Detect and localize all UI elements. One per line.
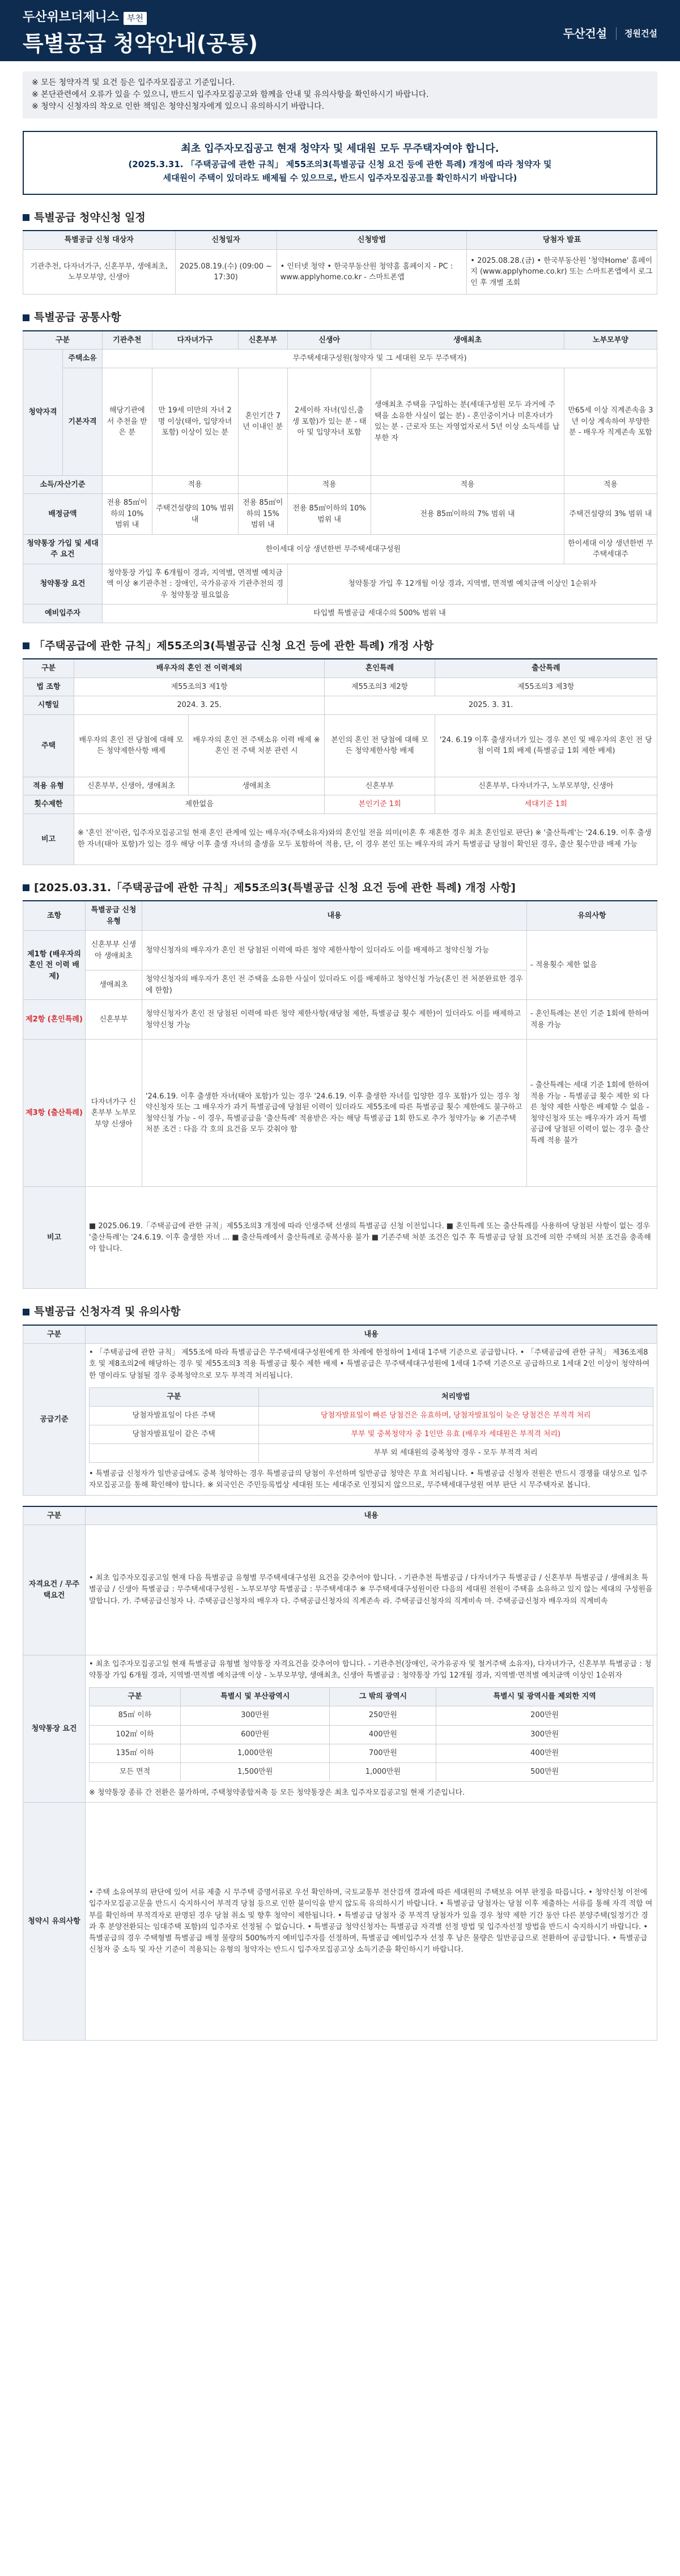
cell: 700만원 [330,1744,436,1762]
cell: - 출산특례는 세대 기준 1회에 한하여 적용 가능 - 특별공급 횟수 제한 외 다른 청약 제한 사항은 배제할 수 없음 - 청약신청자 또는 배우자가 과거 특별공급에 당첨된 이력이 없는 경우 출산특례 적용 불가 [527,1040,657,1187]
duplicate-table [89,1387,653,1463]
notice-line: ※ 본단관련에서 오류가 있을 수 있으니, 반드시 입주자모집공고와 함께을 안내 및 유의사항을 확인하시기 바랍니다. [32,90,429,99]
amend-section [23,638,657,865]
col-header: 유의사항 [527,901,657,931]
cell: 85㎡ 이하 [90,1706,181,1725]
section-bullet-icon [23,642,29,649]
col-header: 특별시 및 부산광역시 [180,1688,330,1706]
cell: 200만원 [436,1706,653,1725]
cell: 청약통장 가입 후 6개월이 경과, 지역별, 면적별 예치금액 이상 ※기관추천 : 장애인, 국가유공자 기관추천의 경우 청약통장 필요없음 [103,564,288,604]
schedule-table [23,230,657,295]
row-header: 청약시 유의사항 [23,1803,86,2041]
cell: • 2025.08.28.(금) • 한국부동산원 '청약Home' 홈페이지 (www.applyhome.co.kr) 또는 스마트폰앱에서 로그인 후 개별 조회 [467,249,657,295]
col-header: 조항 [23,901,86,931]
section-bullet-icon [23,314,29,321]
cell: 500만원 [436,1762,653,1781]
common-section [23,309,657,623]
row-header: 비고 [23,1187,86,1289]
cell: 만65세 이상 직계존속을 3년 이상 계속하여 부양한 분 - 배우자 직계존속 포함 [564,368,657,475]
cell: 만 19세 미만의 자녀 2명 이상(태아, 입양자녀 포함) 이상이 있는 분 [152,368,238,475]
row-header: 제3항 (출산특례) [23,1040,86,1187]
cell: 300만원 [180,1706,330,1725]
cell: 전용 85㎡이하의 7% 범위 내 [371,494,564,535]
notice-line: ※ 청약시 신청자의 착오로 인한 책임은 청약신청자에게 있으니 유의하시기 바랍니다. [32,102,325,111]
cell: 2025.08.19.(수) (09:00 ~ 17:30) [175,249,277,295]
row-header: 적용 유형 [23,777,74,795]
row-header: 공급기준 [23,1344,86,1495]
cell: 신혼부부 [325,777,435,795]
row-header: 시행일 [23,696,74,715]
col-header: 신혼부부 [238,331,288,350]
cell: 전용 85㎡이하의 15% 범위 내 [238,494,288,535]
row-header: 횟수제한 [23,795,74,814]
col-header: 기관추천 [103,331,152,350]
cell: 102㎡ 이하 [90,1725,181,1744]
cell: • 인터넷 청약 • 한국부동산원 청약홈 홈페이지 - PC : www.applyhome.co.kr - 스마트폰앱 [277,249,467,295]
cell: 주택건설량의 10% 범위 내 [152,494,238,535]
location-badge: 부천 [124,12,147,25]
cell: 생애최초 [86,970,142,1000]
cell: 기관추천, 다자녀가구, 신혼부부, 생애최초, 노부모부양, 신생아 [23,249,176,295]
col-header: 당첨자 발표 [467,231,657,249]
cell: 250만원 [330,1706,436,1725]
col-header: 특별공급 신청유형 [86,901,142,931]
cell: 제55조의3 제2항 [325,678,435,696]
row-header: 제1항 (배우자의 혼인 전 이력 배제) [23,931,86,1000]
cell: 신혼부부 신생아 생애최초 [86,931,142,970]
cell: 적용 [564,475,657,494]
deposit-table [89,1687,653,1782]
col-header: 구분 [23,1506,86,1525]
cell: 청약통장 가입 후 12개월 이상 경과, 지역별, 면적별 예치금액 이상인 1순위자 [288,564,657,604]
cell: 한이세대 이상 생년한번 무주택세대구성원 [103,534,564,564]
cell: '24.6.19. 이후 출생한 자녀(태아 포함)가 있는 경우 '24.6.19. 이후 출생한 자녀를 입양한 경우 포함)가 있는 경우 청약신청자 또는 그 배우자가 과거 특별공급에 당첨된 이력이 있더라도 제55조에 따른 특별공급 횟수 제한에도 불구하고 청약신청 가능 - 이 경우, 특별공급을 '출산특례' 적용받은 자는 해당 특별공급 1회 한도로 추가 청약가능 ※ 기존주택 처분 조건 : 다음 각 호의 요건을 모두 갖춰야 함 [142,1040,527,1187]
cell: 다자녀가구 신혼부부 노부모부양 신생아 [86,1040,142,1187]
amend-table [23,658,657,865]
cell: 신혼부부 [86,1000,142,1040]
page-title: 특별공급 청약안내(공통) [23,31,258,56]
general-notes: • 특별공급 신청자가 일반공급에도 중복 청약하는 경우 특별공급의 당첨이 우선하며 일반공급 청약은 무효 처리됩니다. • 특별공급 신청자 전원은 반드시 경쟁률 대상으로 입주자모집공고를 통해 확인해야 합니다. ※ 외국인은 주민등록법상 세대원 또는 세대주로 인정되지 않으므로, 무주택세대구성원 여부 판단 시 무주택자로 봅니다. [89,1470,648,1490]
cell: 배우자의 혼인 전 주택소유 이력 배제 ※ 혼인 전 주택 처분 관련 시 [188,714,324,777]
col-header: 구분 [90,1688,181,1706]
cell: 혼인기간 7년 이내인 분 [238,368,288,475]
banner-line: 세대원이 주택이 있더라도 배제될 수 있으므로, 반드시 입주자모집공고를 확인하시기 바랍니다) [163,172,517,183]
cell: 제한없음 [74,795,325,814]
caution-table [23,1325,657,1496]
col-header: 혼인특례 [325,659,435,678]
doosan-logo: 두산건설 [563,27,607,40]
col-header: 신청일자 [175,231,277,249]
amend-note: ※ '혼인 전'이란, 입주자모집공고일 현재 혼인 관계에 있는 배우자(주택소유자)와의 혼인일 전을 의미(이혼 후 재혼한 경우 최초 혼인일로 판단) ※ '출산특례'는 '24.6.19. 이후 출생한 자녀(태아 포함)가 있는 경우 해당 이후 출생 자녀의 출생을 모두 포함하여 적용, 단, 이 경우 본인 또는 배우자의 과거 특별공급 당첨이 확인된 경우, 출산 횟수만큼 배제 가능 [74,814,657,865]
row-header: 청약통장 가입 및 세대주 요건 [23,534,103,564]
row-header: 주택 [23,714,74,777]
row-header: 자격요건 / 무주택요건 [23,1525,86,1655]
col-header: 처리방법 [258,1387,653,1406]
cell: 300만원 [436,1725,653,1744]
row-header: 배정금액 [23,494,103,535]
cell: 1,500만원 [180,1762,330,1781]
cell: 신혼부부, 신생아, 생애최초 [74,777,189,795]
col-header: 구분 [23,1325,86,1344]
cell [103,475,152,494]
cell: 한이세대 이상 생년한번 무주택세대주 [564,534,657,564]
cell: 생애최초 [188,777,324,795]
amend2-table [23,900,657,1289]
cell: 배우자의 혼인 전 당첨에 대해 모든 청약제한사항 배제 [74,714,189,777]
cell: 135㎡ 이하 [90,1744,181,1762]
cell: 2세이하 자녀(임신,출생 포함)가 있는 분 - 태아 및 입양자녀 포함 [288,368,371,475]
section-bullet-icon [23,884,29,891]
row-header: 비고 [23,814,74,865]
cell: 당첨자발표일이 빠른 당첨건은 유효하며, 당첨자발표일이 늦은 당첨건은 부적격 처리 [258,1406,653,1425]
amend2-note: ■ 2025.06.19.「주택공급에 관한 규칙」제55조의3 개정에 따라 인생주택 선생의 특별공급 신청 이전입니다. ■ 혼인특례 또는 출산특례를 사용하여 당첨된 사항이 없는 경우 '출산특례'는 '24.6.19. 이후 출생한 자녀 ... ■ 출산특례에서 출산특례로 중복사용 불가 ■ 기존주택 처분 조건은 입주 후 특별공급 당첨 요건에 의한 주택의 처분 조건을 충족해야 합니다. [86,1187,657,1289]
cell: 전용 85㎡이하의 10% 범위 내 [288,494,371,535]
col-header: 노부모부양 [564,331,657,350]
cell: 당첨자발표일이 다른 주택 [90,1406,259,1425]
section-title: 특별공급 청약신청 일정 [34,211,146,224]
project-name: 두산위브더제니스 [23,10,120,24]
bank-req-text: • 최초 입주자모집공고일 현재 특별공급 유형별 청약통장 자격요건을 갖추어야 합니다. - 기관추천(장애인, 국가유공자 및 철거주택 소유자), 다자녀가구, 신혼부부 특별공급 : 청약통장 가입 6개월 경과, 지역별·면적별 예치금액 이상 - 노부모부양, 생애최초, 신생아 특별공급 : 청약통장 가입 12개월 경과, 지역별·면적별 예치금액 이상인 1순위자 [89,1660,652,1680]
col-header: 출산특례 [435,659,657,678]
col-header: 구분 [90,1387,259,1406]
cell [86,1344,657,1495]
notice-box [23,71,657,118]
notice-line: ※ 모든 청약자격 및 요건 등은 입주자모집공고 기준입니다. [32,78,235,87]
cell: 2024. 3. 25. [74,696,325,715]
caution-section [23,1304,657,2041]
schedule-section [23,210,657,295]
cell: 청약신청자의 배우자가 혼인 전 당첨된 이력에 따른 청약 제한사항이 있더라도 이를 배제하고 청약신청 가능 [142,931,527,970]
common-table [23,330,657,623]
cell: 부부 및 중복청약자 중 1인만 유효 (배우자 세대원은 부적격 처리) [258,1425,653,1444]
deposit-note: ※ 청약통장 종류 간 전환은 불가하며, 주택청약종합저축 등 모든 청약통장은 최초 입주자모집공고일 현재 기준입니다. [89,1789,465,1798]
cell: 모든 면적 [90,1762,181,1781]
jungwon-logo: 정원건설 [616,27,657,40]
cell [86,1655,657,1803]
requirements-table [23,1506,657,2041]
section-title: [2025.03.31.「주택공급에 관한 규칙」제55조의3(특별공급 신청 요건 등에 관한 특례) 개정 사항] [34,881,516,894]
cell: 적용 [152,475,238,494]
col-header: 내용 [142,901,527,931]
cell [90,1444,259,1463]
cell: 세대기준 1회 [435,795,657,814]
section-bullet-icon [23,214,29,221]
cell: • 최초 입주자모집공고일 현재 다음 특별공급 유형별 무주택세대구성원 요건을 갖추어야 합니다. - 기관추천 특별공급 / 다자녀가구 특별공급 / 신혼부부 특별공급 / 생애최초 특별공급 / 신생아 특별공급 : 무주택세대구성원 - 노부모부양 특별공급 : 무주택세대주 ※ 무주택세대구성원이란 다음의 세대원 전원이 주택을 소유하고 있지 않는 세대의 구성원을 말합니다. 가. 주택공급신청자 나. 주택공급신청자의 배우자 다. 주택공급신청자의 직계존속 라. 주택공급신청자의 직계비속 마. 주택공급신청자 배우자의 직계비속 [86,1525,657,1655]
cell: 전용 85㎡이하의 10% 범위 내 [103,494,152,535]
cell [238,475,288,494]
row-header: 청약통장 요건 [23,1655,86,1803]
section-bullet-icon [23,1309,29,1315]
cell: '24. 6.19 이후 출생자녀가 있는 경우 본인 및 배우자의 혼인 전 당첨 이력 1회 배제 (특별공급 1회 제한 배제) [435,714,657,777]
cell: 청약신청자의 배우자가 혼인 전 주택을 소유한 사실이 있더라도 이를 배제하고 청약신청 가능(혼인 전 처분완료한 경우에 한함) [142,970,527,1000]
col-header: 구분 [23,331,103,350]
row-header: 주택소유 [63,350,103,368]
cell: 600만원 [180,1725,330,1744]
col-header: 내용 [86,1506,657,1525]
cell: 적용 [288,475,371,494]
col-header: 다자녀가구 [152,331,238,350]
row-header: 제2항 (혼인특례) [23,1000,86,1040]
cell: 1,000만원 [180,1744,330,1762]
cell: • 주택 소유여부의 판단에 있어 서류 제출 시 무주택 증명서류로 우선 확인하며, 국토교통부 전산검색 결과에 따른 세대원의 주택보유 여부 판정을 따릅니다. • 청약신청 이전에 입주자모집공고문을 반드시 숙지하시어 부적격 당첨 등으로 인한 불이익을 받지 않도록 유의하시기 바랍니다. • 특별공급 당첨자는 당첨 이후 제출하는 서류를 통해 자격 적합 여부를 확인하며 부적격자로 판명된 경우 당첨 취소 및 향후 청약이 제한됩니다. • 특별공급 당첨자 중 부적격 당첨자가 있을 경우 청약 제한 기간 동안 다른 분양주택(일정기간 경과 후 분양전환되는 임대주택 포함)의 입주자로 선정될 수 없습니다. • 특별공급 청약신청자는 특별공급 자격별 선정 방법 및 입주자선정 방법을 반드시 숙지하시기 바랍니다. • 특별공급의 경우 주택형별 특별공급 배정 물량의 500%까지 예비입주자를 선정하며, 특별공급 예비입주자 선정 후 남은 물량은 일반공급으로 전환하여 공급합니다. • 특별공급 신청자 중 소득 및 자산 기준이 적용되는 유형의 청약자는 반드시 입주자모집공고상 소득기준을 확인하시기 바랍니다. [86,1803,657,2041]
cell: 1,000만원 [330,1762,436,1781]
row-header: 예비입주자 [23,604,103,623]
section-title: 「주택공급에 관한 규칙」제55조의3(특별공급 신청 요건 등에 관한 특례) 개정 사항 [34,639,434,652]
col-header: 생애최초 [371,331,564,350]
col-header: 특별공급 신청 대상자 [23,231,176,249]
hero-header [0,0,680,61]
amend2-section [23,880,657,1289]
row-header: 청약통장 요건 [23,564,103,604]
cell: 무주택세대구성원(청약자 및 그 세대원 모두 무주택자) [103,350,657,368]
cell: 부부 외 세대원의 중복청약 경우 - 모두 부적격 처리 [258,1444,653,1463]
general-text: • 「주택공급에 관한 규칙」 제55조에 따라 특별공급은 무주택세대구성원에게 한 차례에 한정하여 1세대 1주택 기준으로 공급합니다. • 「주택공급에 관한 규칙」 제36조제8호 및 제8조의2에 해당하는 경우 및 제55조의3 적용 특별공급 횟수 제한 배제 • 특별공급은 무주택세대구성원에 1세대 1주택 기준으로 공급하므로 1세대 2인 이상이 청약하여 한 명이라도 당첨될 경우 중복청약으로 모두 부적격 처리됩니다. [89,1348,650,1380]
cell: 타입별 특별공급 세대수의 500% 범위 내 [103,604,657,623]
cell: - 적용횟수 제한 없음 [527,931,657,1000]
cell: - 혼인특례는 본인 기준 1회에 한하여 적용 가능 [527,1000,657,1040]
col-header: 배우자의 혼인 전 이력제외 [74,659,325,678]
cell: 본인의 혼인 전 당첨에 대해 모든 청약제한사항 배제 [325,714,435,777]
section-title: 특별공급 신청자격 및 유의사항 [34,1305,181,1318]
banner-line: (2025.3.31. 「주택공급에 관한 규칙」 제55조의3(특별공급 신청 요건 등에 관한 특례) 개정에 따라 청약자 및 [128,159,552,169]
section-title: 특별공급 공통사항 [34,311,121,324]
col-header: 구분 [23,659,74,678]
important-banner [23,131,657,195]
row-header: 청약자격 [23,350,63,476]
cell: 신혼부부, 다자녀가구, 노부모부양, 신생아 [435,777,657,795]
cell: 해당기관에서 추천을 받은 분 [103,368,152,475]
cell: 2025. 3. 31. [325,696,657,715]
cell: 적용 [371,475,564,494]
col-header: 내용 [86,1325,657,1344]
row-header: 기본자격 [63,368,103,475]
col-header: 신청방법 [277,231,467,249]
row-header: 법 조항 [23,678,74,696]
cell: 주택건설량의 3% 범위 내 [564,494,657,535]
cell: 제55조의3 제1항 [74,678,325,696]
cell: 생애최초 주택을 구입하는 분(세대구성원 모두 과거에 주택을 소유한 사실이 없는 분) - 혼인중이거나 미혼자녀가 있는 분 - 근로자 또는 자영업자로서 5년 이상 소득세를 납부한 자 [371,368,564,475]
cell: 청약신청자가 혼인 전 당첨된 이력에 따른 청약 제한사항(재당첨 제한, 특별공급 횟수 제한)이 있더라도 이를 배제하고 청약신청 가능 [142,1000,527,1040]
cell: 400만원 [436,1744,653,1762]
cell: 제55조의3 제3항 [435,678,657,696]
cell: 본인기준 1회 [325,795,435,814]
cell: 400만원 [330,1725,436,1744]
col-header: 특별시 및 광역시를 제외한 지역 [436,1688,653,1706]
banner-line: 최초 입주자모집공고 현재 청약자 및 세대원 모두 무주택자여야 합니다. [181,143,499,155]
row-header: 소득/자산기준 [23,475,103,494]
cell: 당첨자발표일이 같은 주택 [90,1425,259,1444]
col-header: 신생아 [288,331,371,350]
col-header: 그 밖의 광역시 [330,1688,436,1706]
